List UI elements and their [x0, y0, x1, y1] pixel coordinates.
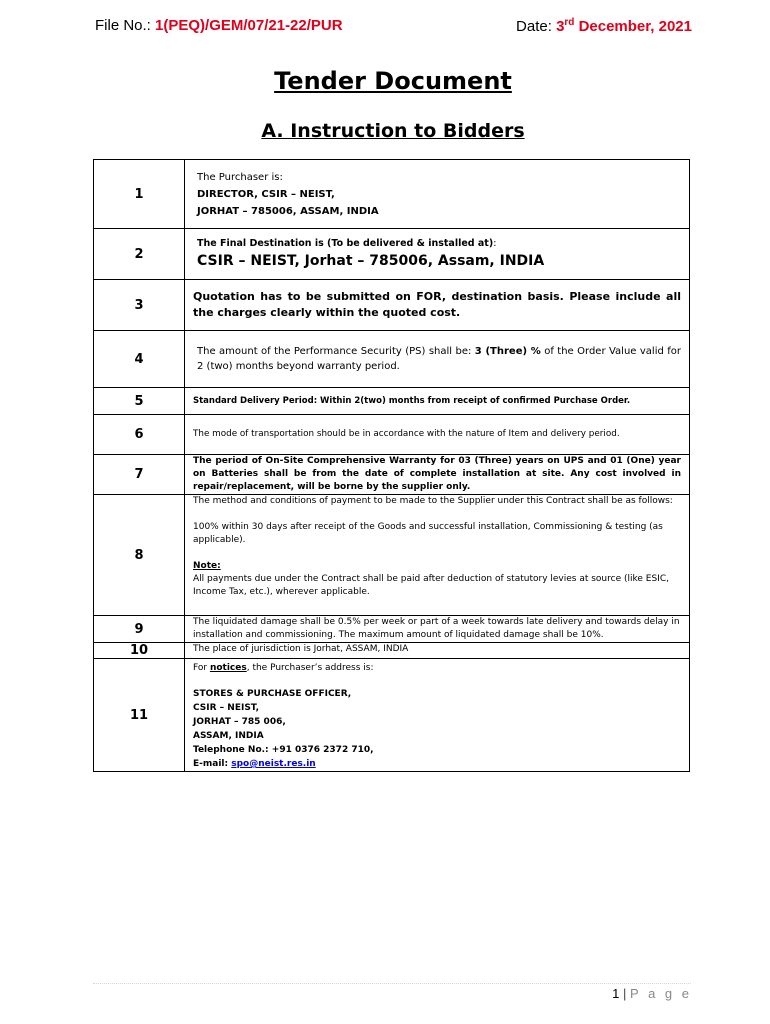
footer-divider — [93, 983, 691, 984]
instructions-table — [93, 159, 690, 772]
document-date: Date: 3rd December, 2021 — [516, 17, 692, 35]
row-number: 6 — [94, 415, 185, 455]
quotation-basis: Quotation has to be submitted on FOR, destination basis. Please include all the charges clearly within the quoted cost. — [185, 280, 690, 331]
page-number: 1 — [612, 986, 620, 1001]
warranty-terms: The period of On-Site Comprehensive Warranty for 03 (Three) years on UPS and 01 (One) year on Batteries shall be from the date of complete installation at site. Any cost involved in repair/replacement, will be borne by the supplier only. — [185, 455, 690, 495]
page-header — [95, 14, 692, 42]
email-link[interactable]: spo@neist.res.in — [231, 759, 316, 769]
row-number: 3 — [94, 280, 185, 331]
purchaser-address: JORHAT – 785006, ASSAM, INDIA — [197, 205, 379, 217]
row-number: 8 — [94, 495, 185, 616]
section-title: A. Instruction to Bidders — [261, 120, 525, 142]
table-row — [94, 659, 690, 772]
row-number: 7 — [94, 455, 185, 495]
table-row — [94, 415, 690, 455]
performance-security: The amount of the Performance Security (PS) shall be: 3 (Three) % of the Order Value valid for 2 (two) months beyond warranty period. — [185, 331, 690, 388]
table-row — [94, 331, 690, 388]
table-row — [94, 280, 690, 331]
row-number: 1 — [94, 160, 185, 229]
jurisdiction: The place of jurisdiction is Jorhat, ASSAM, INDIA — [185, 643, 690, 659]
destination-address: CSIR – NEIST, Jorhat – 785006, Assam, INDIA — [197, 252, 545, 269]
row-number: 11 — [94, 659, 185, 772]
purchaser-label: The Purchaser is: — [197, 171, 283, 183]
notice-address: For notices, the Purchaser’s address is: STORES & PURCHASE OFFICER, CSIR – NEIST, JORHAT – 785 006, ASSAM, INDIA Telephone No.: +91 0376 2372 710, E-mail: spo@neist.res.in — [185, 659, 690, 772]
payment-terms: The method and conditions of payment to be made to the Supplier under this Contract shall be as follows: 100% within 30 days after receipt of the Goods and successful installation, Commissioning & testing (as applicable). Note: All payments due under the Contract shall be paid after deduction of statutory levies at source (like ESIC, Income Tax, etc.), wherever applicable. — [185, 495, 690, 616]
row-number: 10 — [94, 643, 185, 659]
page-title: Tender Document — [274, 67, 512, 95]
liquidated-damage: The liquidated damage shall be 0.5% per week or part of a week towards late delivery and towards delay in installation and commissioning. The maximum amount of liquidated damage shall be 10%. — [185, 616, 690, 643]
table-row: 2 The Final Destination is (To be delivered & installed at): CSIR – NEIST, Jorhat – 785006, Assam, INDIA — [94, 229, 690, 280]
delivery-period: Standard Delivery Period: Within 2(two) months from receipt of confirmed Purchase Order. — [185, 388, 690, 415]
row-number: 4 — [94, 331, 185, 388]
telephone: Telephone No.: +91 0376 2372 710, — [193, 745, 374, 755]
table-row — [94, 643, 690, 659]
table-row — [94, 495, 690, 616]
transport-mode: The mode of transportation should be in accordance with the nature of Item and delivery period. — [185, 415, 690, 455]
row-number: 9 — [94, 616, 185, 643]
destination-label: The Final Destination is (To be delivered & installed at) — [197, 237, 494, 249]
table-row — [94, 616, 690, 643]
table-row — [94, 388, 690, 415]
file-number: File No.: 1(PEQ)/GEM/07/21-22/PUR — [95, 17, 343, 34]
page-footer: 1 | P a g e — [612, 986, 692, 1001]
row-number: 2 — [94, 229, 185, 280]
table-row — [94, 455, 690, 495]
purchaser-name: DIRECTOR, CSIR – NEIST, — [197, 188, 335, 200]
table-row — [94, 160, 690, 229]
row-number: 5 — [94, 388, 185, 415]
